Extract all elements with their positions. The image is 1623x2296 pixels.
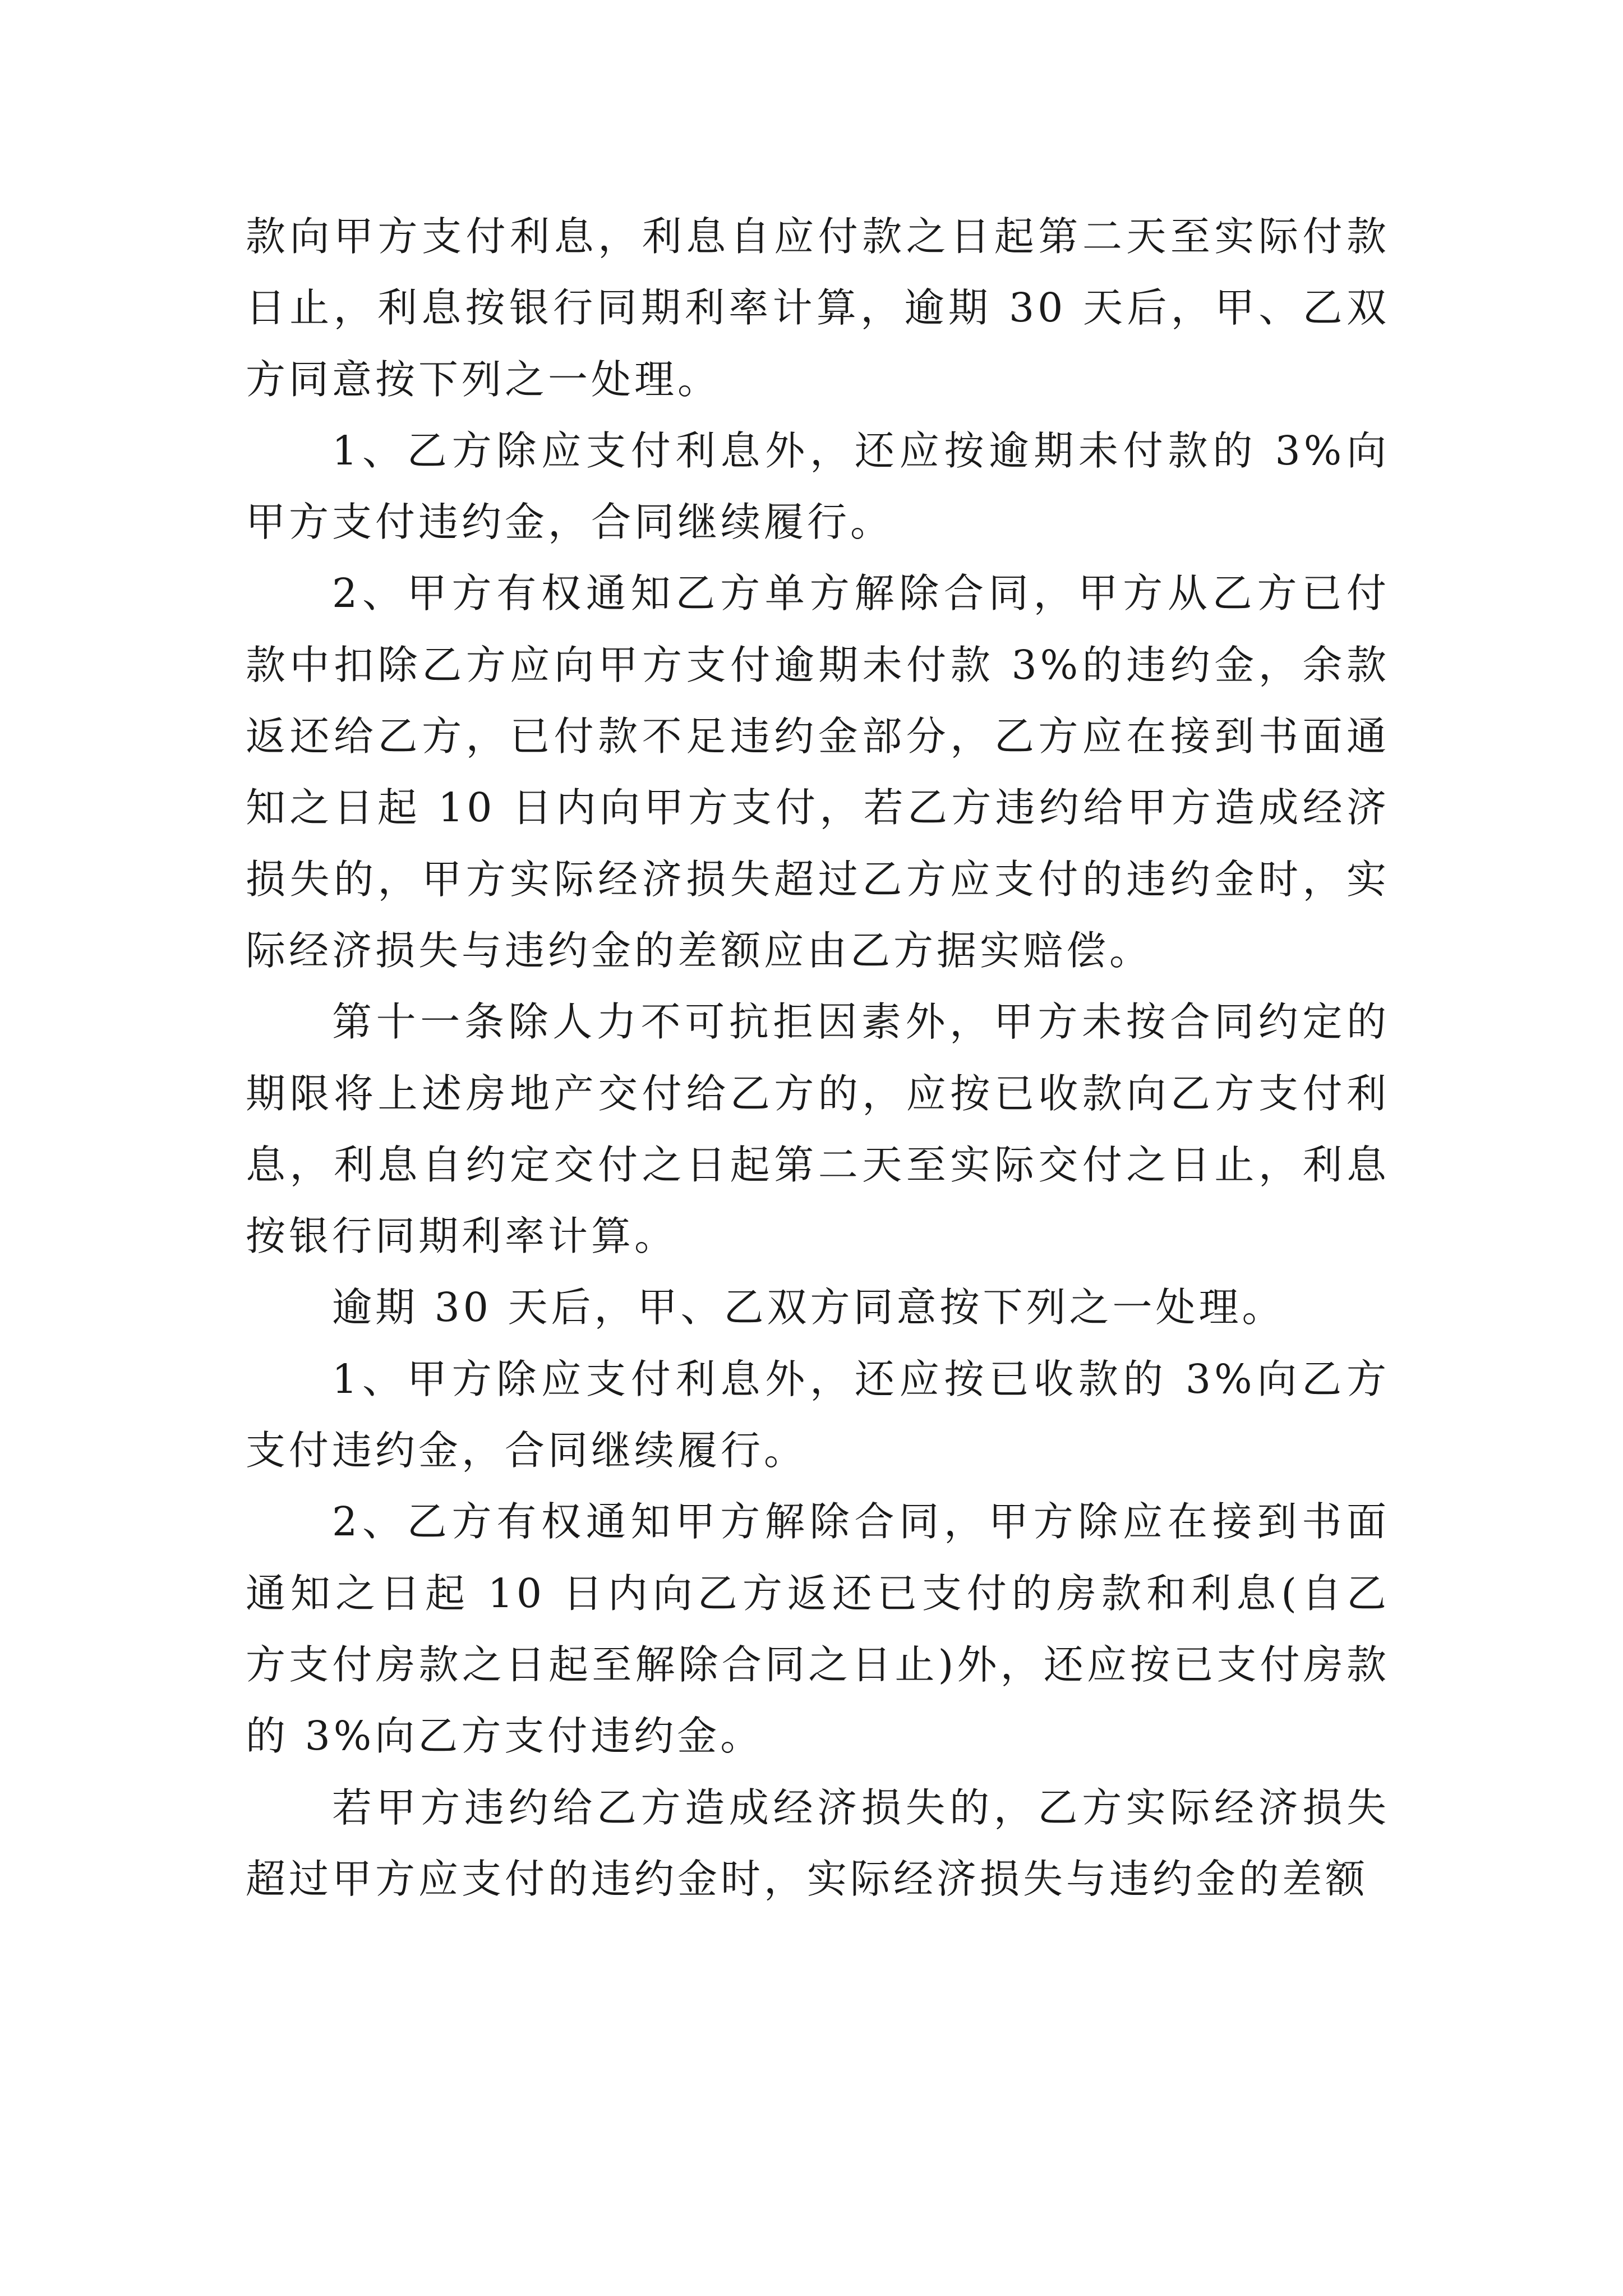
paragraph-continuation-interest: 款向甲方支付利息，利息自应付款之日起第二天至实际付款日止，利息按银行同期利率计算，逾期 30 天后，甲、乙双方同意按下列之一处理。 (246, 213, 1390, 403)
document-body (246, 201, 1390, 1915)
paragraph-article-11: 第十一条除人力不可抗拒因素外，甲方未按合同约定的期限将上述房地产交付给乙方的，应按已收款向乙方支付利息，利息自约定交付之日起第二天至实际交付之日止，利息按银行同期利率计算。 (246, 999, 1390, 1260)
paragraph-seller-option-1: 1、甲方除应支付利息外，还应按已收款的 3%向乙方支付违约金，合同继续履行。 (246, 1355, 1390, 1474)
paragraph-seller-damages: 若甲方违约给乙方造成经济损失的，乙方实际经济损失超过甲方应支付的违约金时，实际经济损失与违约金的差额 (246, 1784, 1390, 1902)
paragraph-buyer-option-2: 2、甲方有权通知乙方单方解除合同，甲方从乙方已付款中扣除乙方应向甲方支付逾期未付款 3%的违约金，余款返还给乙方，已付款不足违约金部分，乙方应在接到书面通知之日起 10 日内向甲方支付，若乙方违约给甲方造成经济损失的，甲方实际经济损失超过乙方应支付的违约金时，实际经济损失与违约金的差额应由乙方据实赔偿。 (246, 570, 1390, 974)
paragraph-overdue-30-days: 逾期 30 天后，甲、乙双方同意按下列之一处理。 (332, 1284, 1285, 1331)
paragraph-seller-option-2: 2、乙方有权通知甲方解除合同，甲方除应在接到书面通知之日起 10 日内向乙方返还已支付的房款和利息(自乙方支付房款之日起至解除合同之日止)外，还应按已支付房款的 3%向乙方支付违约金。 (246, 1498, 1390, 1760)
paragraph-buyer-option-1: 1、乙方除应支付利息外，还应按逾期未付款的 3%向甲方支付违约金，合同继续履行。 (246, 427, 1390, 546)
